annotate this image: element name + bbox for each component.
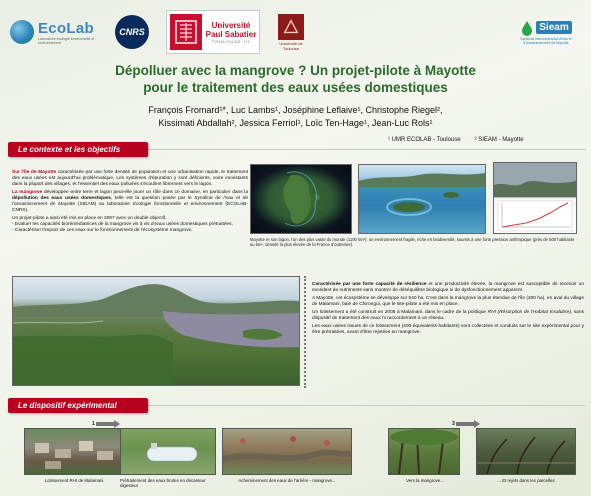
sieam-sub: Syndicat Intercommunal d'Eau et d'Assainissement de Mayotte <box>520 36 572 45</box>
housing-estate-photo <box>24 428 124 475</box>
mangrove-text <box>312 282 584 338</box>
water-channel-photo <box>222 428 352 475</box>
step-arrow-3 <box>452 420 480 428</box>
step-arrow-1 <box>92 420 120 428</box>
sieam-logo <box>508 10 584 54</box>
right-p2: A Mayotte, cet écosystème se développe sur 640 ha. C'est dans la mangrove la plus étendue de l'île (200 ha), en aval du village de Malamani, baie de Chirongui, que le site-pilote a été mis en place. <box>312 296 584 307</box>
intro-p3: Un projet-pilote a ainsi été mis en place en 2007 avec un double objectif, <box>12 216 167 221</box>
intro-p2c: (SIEAM) au laboratoire <box>75 202 133 207</box>
strip-caption-1: Lotissement RHI de Malamani <box>44 478 104 483</box>
mayotte-caption: Mayotte et son lagon, l'un des plus vaste du monde (1100 km²): un environnement fragile, riche en biodiversité, soumis à une forte pression anthropique (près de 600 habitants au km², densité la plus élevée de la France d'outremer). <box>250 237 575 248</box>
digester-tank-photo <box>120 428 216 475</box>
authors-line1: François Fromard¹*, Luc Lambs¹, Joséphine Leflaive¹, Christophe Riegel², <box>148 105 443 115</box>
section-divider <box>148 405 586 406</box>
intro-p4: - Evaluer les capacités biorémédiatrices de la mangrove vis à vis d'eaux usées domestiques prétraitées, <box>12 222 233 227</box>
water-drop-icon <box>520 20 534 36</box>
intro-p2a: développée entre terre et lagon peut-elle jouer un rôle dans ce domaine, en particulier dans la <box>42 190 248 195</box>
intro-p1: caractérisée par une forte densité de population et une urbanisation rapide, le traitement des eaux usées est aujourd'hui problématique. Les systèmes d'épuration y sont déficients, voire inexistants dans la plupart des villages, et l'essentiel des eaux polluées s'écoulent librement vers le lagon. <box>12 170 248 187</box>
ut-logo <box>274 10 308 54</box>
intro-p1-bold: Sur l'île de Mayotte <box>12 170 57 175</box>
ups-mark-icon <box>170 14 202 50</box>
right-p3a: Un lotissement a été construit en 2006 à Malamani, dans le cadre de la politique <box>312 310 488 315</box>
poster-title <box>60 62 531 96</box>
mayotte-satellite-photo <box>250 164 352 234</box>
ups-line1: Université <box>211 20 251 30</box>
right-p1-bold: Caractérisée par une forte capacité de résilience <box>312 282 427 287</box>
arrow-right-icon <box>114 420 120 428</box>
sieam-name: Sieam <box>536 21 571 34</box>
ecolab-logo <box>8 10 100 54</box>
strip-caption-5: ... Et rejets dans les parcelles <box>497 478 555 483</box>
intro-p2-bold: La mangrove <box>12 190 43 195</box>
authors <box>120 104 471 130</box>
discharge-plots-photo <box>476 428 576 475</box>
title-line1: Dépolluer avec la mangrove ? Un projet-pilote à Mayotte <box>115 63 476 78</box>
ut-mark-icon <box>278 14 304 40</box>
section-context-header <box>8 142 588 157</box>
intro-p2-bold2: dépollution des eaux usées domestiques <box>12 196 111 201</box>
section-setup-title: Le dispositif expérimental <box>8 398 148 413</box>
cnrs-mark: CNRS <box>115 15 149 49</box>
ecolab-mark-icon <box>10 20 34 44</box>
ecolab-sub: Laboratoire écologie fonctionnelle et environnement <box>38 36 95 45</box>
section-setup-header <box>8 398 588 413</box>
authors-line2: Kissimati Abdallah², Jessica Ferriol¹, Loïc Ten-Hage¹, Jean-Luc Rols¹ <box>158 118 433 128</box>
strip-caption-4: Vers la mangrove... <box>406 478 444 483</box>
right-p4: Les eaux usées issues de ce lotissement (400 équivalents-habitants) sont collectées et conduits sur le site expérimental pour y être prétraitées, avant d'être rejetées en mangrove. <box>312 324 584 335</box>
step-number-3: 3 <box>452 421 455 427</box>
ut-text: Université de Toulouse <box>279 40 303 51</box>
lagoon-photo <box>358 164 486 234</box>
mangrove-aerial-photo <box>12 276 300 386</box>
ups-logo <box>166 10 260 54</box>
ups-line2: Paul Sabatier <box>205 29 257 39</box>
cnrs-logo <box>114 10 150 54</box>
intro-p2-italic: Syndicat de l'eau et de l'assainissement de Mayotte <box>12 196 248 207</box>
arrow-right-icon <box>474 420 480 428</box>
title-line2: pour le traitement des eaux usées domestiques <box>143 80 448 95</box>
affiliation-2: ² SIEAM - Mayotte <box>474 137 524 143</box>
intro-p5: - Caractériser l'impact de ces eaux sur le fonctionnement de l'écosystème mangrove. <box>12 228 193 233</box>
ecolab-name: EcoLab <box>38 19 94 37</box>
population-chart-photo <box>493 162 577 234</box>
mangrove-trees-photo <box>388 428 460 475</box>
strip-caption-3: Acheminement des eaux de l'arrière - mangrove... <box>238 478 336 483</box>
ups-line3: TOULOUSE III <box>211 38 251 44</box>
dotted-connector <box>304 276 306 388</box>
right-p1: et une productivité élevée, la mangrove est susceptible de recevoir un excédent de nutriments sans montrer de déséquilibre biologique ni de dysfonctionnement apparent. <box>312 282 584 293</box>
affiliation-1: ¹ UMR ECOLAB - Toulouse <box>388 137 461 143</box>
right-p3-italic: RHI (Résorption de l'Habitat Insalubre) <box>487 310 571 315</box>
section-divider <box>148 149 586 150</box>
step-number-1: 1 <box>92 421 95 427</box>
right-p3b: , sans dispositif de traitement des eaux ni raccordement à un réseau. <box>312 310 584 321</box>
intro-p2d: (ECOLAB-CNRS). <box>12 202 248 213</box>
intro-p2b: , telle est la question posée par le <box>110 196 195 201</box>
strip-caption-2: Prétraitement des eaux brutes en décanteur digesteur <box>120 478 206 488</box>
intro-text <box>12 170 248 236</box>
section-context-title: Le contexte et les objectifs <box>8 142 148 157</box>
intro-p2-italic2: Ecologie fonctionnelle et environnement <box>132 202 223 207</box>
